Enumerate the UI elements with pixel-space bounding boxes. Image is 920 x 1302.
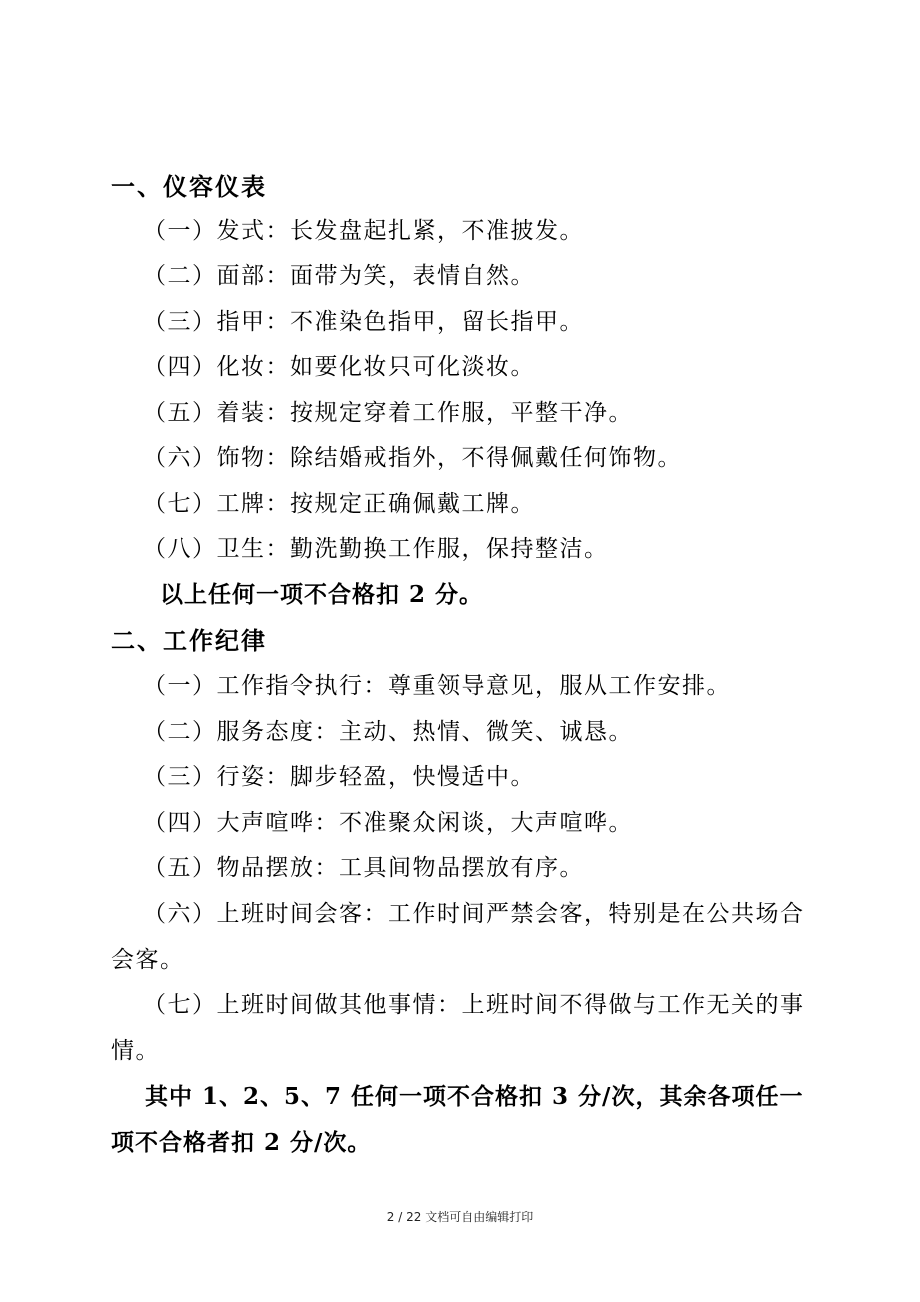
section1-note: 以上任何一项不合格扣 2 分。	[160, 581, 484, 608]
section2-item-5: （五）物品摆放：工具间物品摆放有序。	[143, 855, 584, 881]
section1-item-4: （四）化妆：如要化妆只可化淡妆。	[143, 354, 535, 380]
section1-item-1: （一）发式：长发盘起扎紧，不准披发。	[143, 218, 584, 244]
page-footer: 2 / 22 文档可自由编辑打印	[386, 1210, 534, 1224]
section1-heading: 一、仪容仪表	[111, 172, 267, 201]
section1-item-6: （六）饰物：除结婚戒指外，不得佩戴任何饰物。	[143, 445, 682, 471]
section1-item-7: （七）工牌：按规定正确佩戴工牌。	[143, 491, 535, 517]
section2-item-4: （四）大声喧哗：不准聚众闲谈，大声喧哗。	[143, 810, 633, 836]
section2-heading: 二、工作纪律	[111, 626, 267, 655]
section2-item-1: （一）工作指令执行：尊重领导意见，服从工作安排。	[143, 673, 731, 699]
section1-item-3: （三）指甲：不准染色指甲，留长指甲。	[143, 309, 584, 335]
section2-item-2: （二）服务态度：主动、热情、微笑、诚恳。	[143, 719, 633, 745]
section2-item-6: （六）上班时间会客：工作时间严禁会客，特别是在公共场合会客。	[111, 901, 805, 973]
section1-item-8: （八）卫生：勤洗勤换工作服，保持整洁。	[143, 536, 609, 562]
section2-note: 其中 1、2、5、7 任何一项不合格扣 3 分/次，其余各项任一项不合格者扣 2 分/次。	[111, 1083, 804, 1156]
section1-item-2: （二）面部：面带为笑，表情自然。	[143, 263, 535, 289]
section1-item-5: （五）着装：按规定穿着工作服，平整干净。	[143, 400, 633, 426]
section2-item-3: （三）行姿：脚步轻盈，快慢适中。	[143, 764, 535, 790]
section2-item-7: （七）上班时间做其他事情：上班时间不得做与工作无关的事情。	[111, 992, 805, 1064]
